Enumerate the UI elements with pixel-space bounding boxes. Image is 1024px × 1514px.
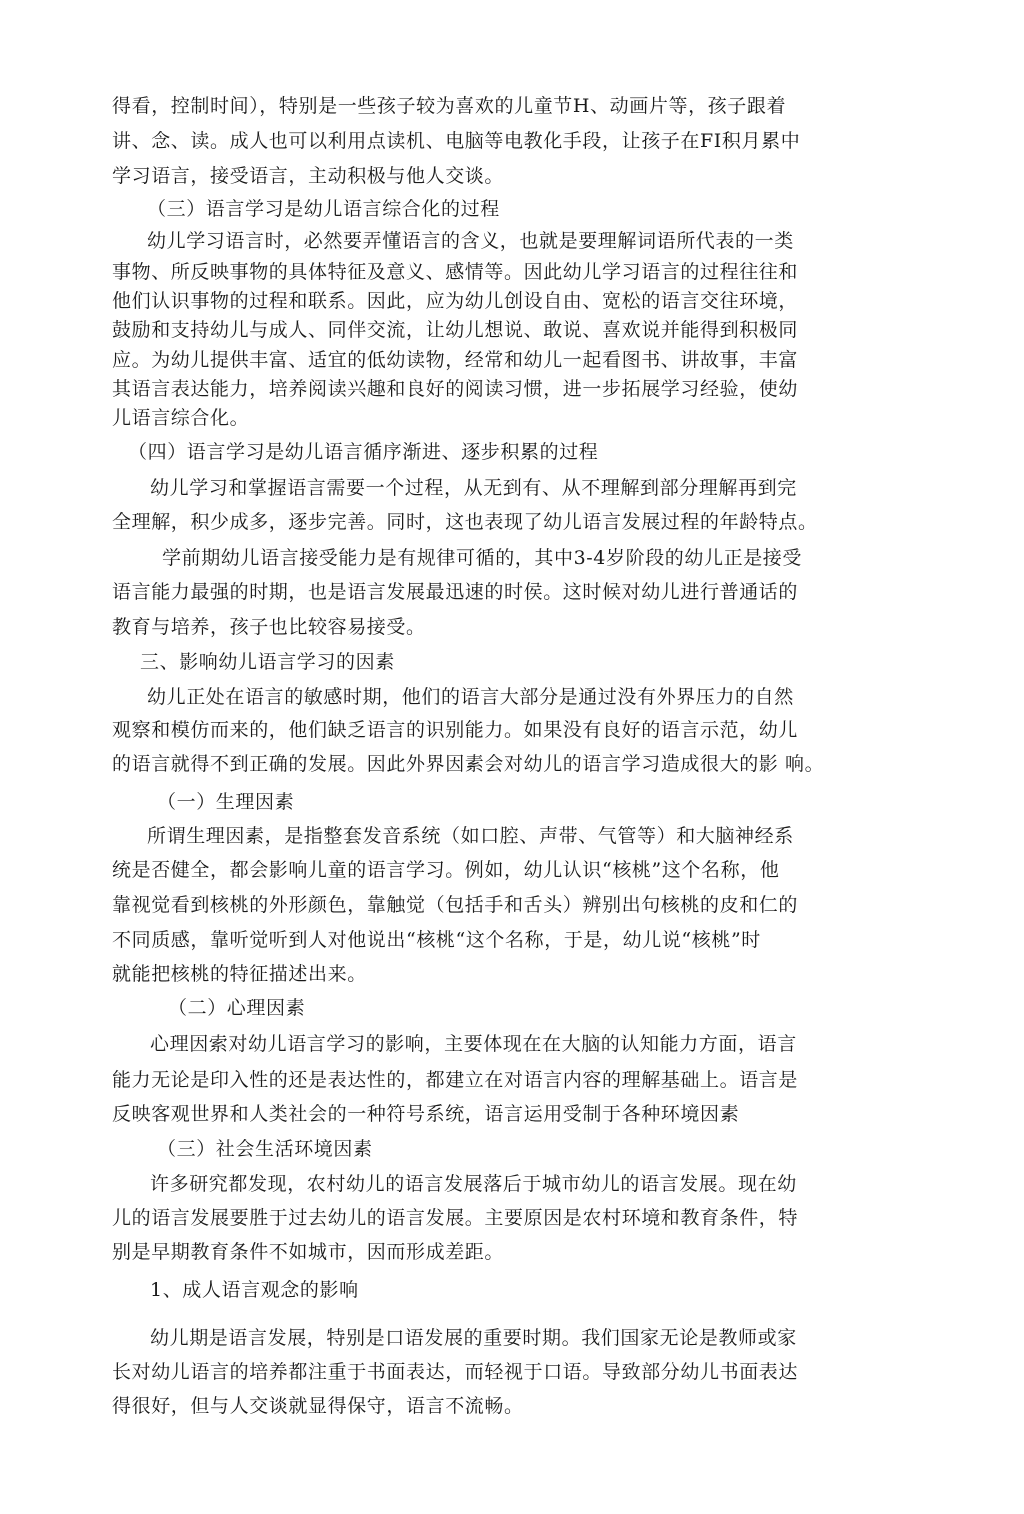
paragraph-first-line: 许多研究都发现，农村幼儿的语言发展落后于城市幼儿的语言发展。现在幼 [150, 1173, 797, 1195]
section-heading: （三）语言学习是幼儿语言综合化的过程 [147, 198, 500, 220]
text-line: 全理解，积少成多，逐步完善。同时，这也表现了幼儿语言发展过程的年龄特点。 [112, 511, 818, 533]
text-line: 能力无论是印入性的还是表达性的，都建立在对语言内容的理解基础上。语言是 [112, 1069, 799, 1091]
text-line: 反映客观世界和人类社会的一种符号系统，语言运用受制于各种环境因素 [112, 1103, 740, 1125]
text-line: 语言能力最强的时期，也是语言发展最迅速的时侯。这时候对幼儿进行普通话的 [112, 581, 799, 603]
text-line: 不同质感，靠听觉听到人对他说出“核桃“这个名称，于是，幼儿说“核桃”时 [112, 929, 761, 951]
text-line: 事物、所反映事物的具体特征及意义、感情等。因此幼儿学习语言的过程往往和 [112, 261, 799, 283]
paragraph-first-line: 幼儿正处在语言的敏感时期，他们的语言大部分是通过没有外界压力的自然 [147, 686, 794, 708]
text-line: 就能把核桃的特征描述出来。 [112, 963, 367, 985]
text-line: 应。为幼儿提供丰富、适宜的低幼读物，经常和幼儿一起看图书、讲故事，丰富 [112, 349, 799, 371]
text-line: 学习语言，接受语言，主动积极与他人交谈。 [112, 165, 505, 187]
text-line: 鼓励和支持幼儿与成人、同伴交流，让幼儿想说、敢说、喜欢说并能得到积极同 [112, 319, 799, 341]
paragraph-first-line: 幼儿学习和掌握语言需要一个过程，从无到有、从不理解到部分理解再到完 [150, 477, 797, 499]
text-line: 儿的语言发展要胜于过去幼儿的语言发展。主要原因是农村环境和教育条件，特 [112, 1207, 799, 1229]
section-heading: （三）社会生活环境因素 [157, 1138, 373, 1160]
subsection-heading: 1、成人语言观念的影响 [150, 1279, 359, 1301]
section-heading: （二）心理因素 [168, 997, 306, 1019]
text-line: 其语言表达能力，培养阅读兴趣和良好的阅读习惯，进一步拓展学习经验，使幼 [112, 378, 799, 400]
text-line: 儿语言综合化。 [112, 407, 250, 429]
text-line: 靠视觉看到核桃的外形颜色，靠触觉（包括手和舌头）辨别出句核桃的皮和仁的 [112, 894, 799, 916]
paragraph-first-line: 幼儿期是语言发展，特别是口语发展的重要时期。我们国家无论是教师或家 [150, 1327, 797, 1349]
text-line: 讲、念、读。成人也可以利用点读机、电脑等电教化手段，让孩子在FI积月累中 [112, 130, 801, 152]
text-line: 教育与培养，孩子也比较容易接受。 [112, 616, 426, 638]
text-line: 得很好，但与人交谈就显得保守，语言不流畅。 [112, 1395, 524, 1417]
chapter-heading: 三、影响幼儿语言学习的因素 [140, 651, 395, 673]
paragraph-first-line: 学前期幼儿语言接受能力是有规律可循的，其中3-4岁阶段的幼儿正是接受 [162, 547, 802, 569]
section-heading: （一）生理因素 [157, 791, 295, 813]
text-line: 得看，控制时间），特别是一些孩子较为喜欢的儿童节H、动画片等，孩子跟着 [112, 95, 787, 117]
text-line: 别是早期教育条件不如城市，因而形成差距。 [112, 1241, 505, 1263]
paragraph-first-line: 幼儿学习语言时，必然要弄懂语言的含义，也就是要理解词语所代表的一类 [147, 230, 794, 252]
text-line: 观察和模仿而来的，他们缺乏语言的识别能力。如果没有良好的语言示范，幼儿 [112, 719, 799, 741]
paragraph-first-line: 心理因索对幼儿语言学习的影响，主要体现在在大脑的认知能力方面，语言 [150, 1033, 797, 1055]
paragraph-first-line: 所谓生理因素，是指整套发音系统（如口腔、声带、气管等）和大脑神经系 [147, 825, 794, 847]
text-line: 长对幼儿语言的培养都注重于书面表达，而轻视于口语。导致部分幼儿书面表达 [112, 1361, 799, 1383]
text-line: 统是否健全，都会影响儿童的语言学习。例如，幼儿认识“核桃”这个名称，他 [112, 859, 780, 881]
section-heading: （四）语言学习是幼儿语言循序渐进、逐步积累的过程 [128, 441, 599, 463]
text-line: 的语言就得不到正确的发展。因此外界因素会对幼儿的语言学习造成很大的影 响。 [112, 753, 825, 775]
text-line: 他们认识事物的过程和联系。因此，应为幼儿创设自由、宽松的语言交往环境， [112, 290, 799, 312]
